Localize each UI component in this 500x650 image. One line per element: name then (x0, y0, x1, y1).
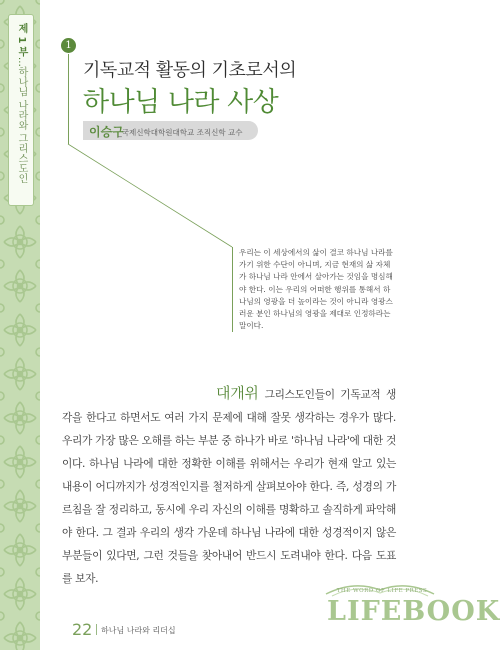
abstract-text: 우리는 이 세상에서의 삶이 결코 하나님 나라를 가기 위한 수단이 아니며, 지금 현재의 삶 자체가 하나님 나라 안에서 살아가는 것임을 명심해야 한다. 이는 우리의 어떠한 행위를 통해서 하나님의 영광을 더 높이라는 것이 아니라 영광스러운 분인 하나님의 영광을 제대로 인정하라는 말이다. (232, 247, 397, 332)
author-lead: 대개위 (216, 384, 259, 402)
logo-tagline: THE WORD OF LIFE PRESS (336, 588, 428, 594)
author-affiliation: _국제신학대학원대학교 조직신학 교수 (118, 128, 243, 137)
part-label: 제 1 부 (16, 23, 27, 57)
chapter-subtitle: 기독교적 활동의 기초로서의 (83, 60, 297, 81)
lifebook-logo: LIFEBOOK (327, 596, 500, 627)
author-name: 이승구 (89, 125, 124, 139)
running-title: 하나님 나라와 리더십 (101, 626, 176, 635)
chapter-number-badge: 1 (61, 38, 76, 53)
part-separator: … (16, 56, 27, 67)
folio-divider (96, 624, 97, 635)
chapter-title: 하나님 나라 사상 (83, 87, 279, 118)
body-text: 그리스도인들이 기독교적 생각을 한다고 하면서도 여러 가지 문제에 대해 잘못 생각하는 경우가 많다. 우리가 가장 많은 오해를 하는 부분 중 하나가 바로 '하나님 나라'에 대한 것이다. 하나님 나라에 대한 정확한 이해를 위해서는 우리가 현재 알고 있는 내용이 어디까지가 성경적인지를 철저하게 살펴보아야 한다. 즉, 성경의 가르침을 잘 정리하고, 동시에 우리 자신의 이해를 명확하고 솔직하게 파악해야 한다. 그 결과 우리의 생각 가운데 하나님 나라에 대한 성경적이지 않은 부분들이 있다면, 그런 것들을 찾아내어 반드시 도려내야 한다. 다음 도표를 보자. (62, 388, 396, 585)
part-title: 하나님 나라와 그리스도인 (16, 66, 27, 184)
body-paragraph (62, 382, 396, 590)
page-number: 22 (72, 620, 93, 639)
